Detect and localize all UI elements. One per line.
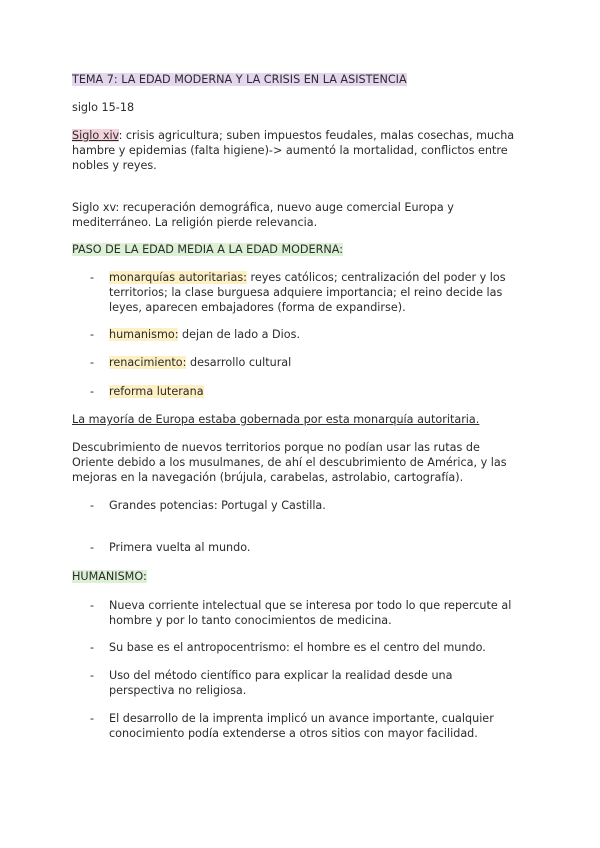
list-item-renacimiento: renacimiento: desarrollo cultural (109, 356, 292, 369)
bullet-dash: - (90, 712, 95, 725)
paso-heading (72, 242, 532, 257)
period-text: siglo 15-18 (72, 101, 135, 114)
reforma-label: reforma luterana (109, 385, 204, 398)
list-item-potencias: Grandes potencias: Portugal y Castilla. (109, 499, 326, 512)
siglo-xv-paragraph (72, 200, 532, 230)
siglo-xiv-paragraph (72, 128, 532, 173)
renacimiento-label: renacimiento: (109, 356, 187, 369)
bullet-dash: - (90, 385, 95, 398)
siglo-xiv-line-3: nobles y reyes. (72, 159, 157, 172)
list-item-humanismo: humanismo: dejan de lado a Dios. (109, 328, 301, 341)
mayoria-text: La mayoría de Europa estaba gobernada por esta monarquía autoritaria. (72, 413, 480, 426)
title-text: TEMA 7: LA EDAD MODERNA Y LA CRISIS EN LA ASISTENCIA (72, 73, 407, 86)
page-title (72, 72, 532, 87)
list-item-monarquias: monarquías autoritarias: reyes católicos; centralización del poder y los territorios; la clase burguesa adquiere importancia; el reino decide las leyes, aparecen embajadores (forma de expandirse). (109, 271, 506, 314)
paso-heading-text: PASO DE LA EDAD MEDIA A LA EDAD MODERNA: (72, 243, 343, 256)
humanismo-label: humanismo: (109, 328, 179, 341)
bullet-dash: - (90, 669, 95, 682)
bullet-dash: - (90, 541, 95, 554)
list-item-antropocentrismo: Su base es el antropocentrismo: el hombre es el centro del mundo. (109, 641, 486, 654)
humanismo-heading (72, 569, 532, 584)
bullet-dash: - (90, 641, 95, 654)
siglo-xiv-label: Siglo xiv (72, 129, 119, 142)
siglo-xiv-line-2: hambre y epidemias (falta higiene)-> aumentó la mortalidad, conflictos entre (72, 144, 508, 157)
mayoria-paragraph (72, 412, 532, 427)
siglo-xv-line-2: mediterráneo. La religión pierde relevancia. (72, 216, 318, 229)
list-item-metodo: Uso del método científico para explicar la realidad desde una perspectiva no religiosa. (109, 669, 453, 697)
bullet-dash: - (90, 499, 95, 512)
bullet-dash: - (90, 328, 95, 341)
bullet-dash: - (90, 599, 95, 612)
list-item-imprenta: El desarrollo de la imprenta implicó un avance importante, cualquier conocimiento podía extenderse a otros sitios con mayor facilidad. (109, 712, 494, 740)
bullet-dash: - (90, 271, 95, 284)
bullet-dash: - (90, 356, 95, 369)
list-item-reforma (109, 384, 534, 399)
siglo-xv-line-1: Siglo xv: recuperación demográfica, nuevo auge comercial Europa y (72, 201, 454, 214)
siglo-xiv-line-1: Siglo xiv: crisis agricultura; suben impuestos feudales, malas cosechas, mucha (72, 129, 515, 142)
humanismo-heading-text: HUMANISMO: (72, 570, 147, 583)
descubrimiento-paragraph: Descubrimiento de nuevos territorios porque no podían usar las rutas de Oriente debido a los musulmanes, de ahí el descubrimiento de América, y las mejoras en la navegación (brújula, carabelas, astrolabio, cartografía). (72, 441, 507, 484)
list-item-vuelta: Primera vuelta al mundo. (109, 541, 251, 554)
list-item-corriente: Nueva corriente intelectual que se interesa por todo lo que repercute al hombre y por lo tanto conocimientos de medicina. (109, 599, 512, 627)
monarquias-label: monarquías autoritarias: (109, 271, 247, 284)
